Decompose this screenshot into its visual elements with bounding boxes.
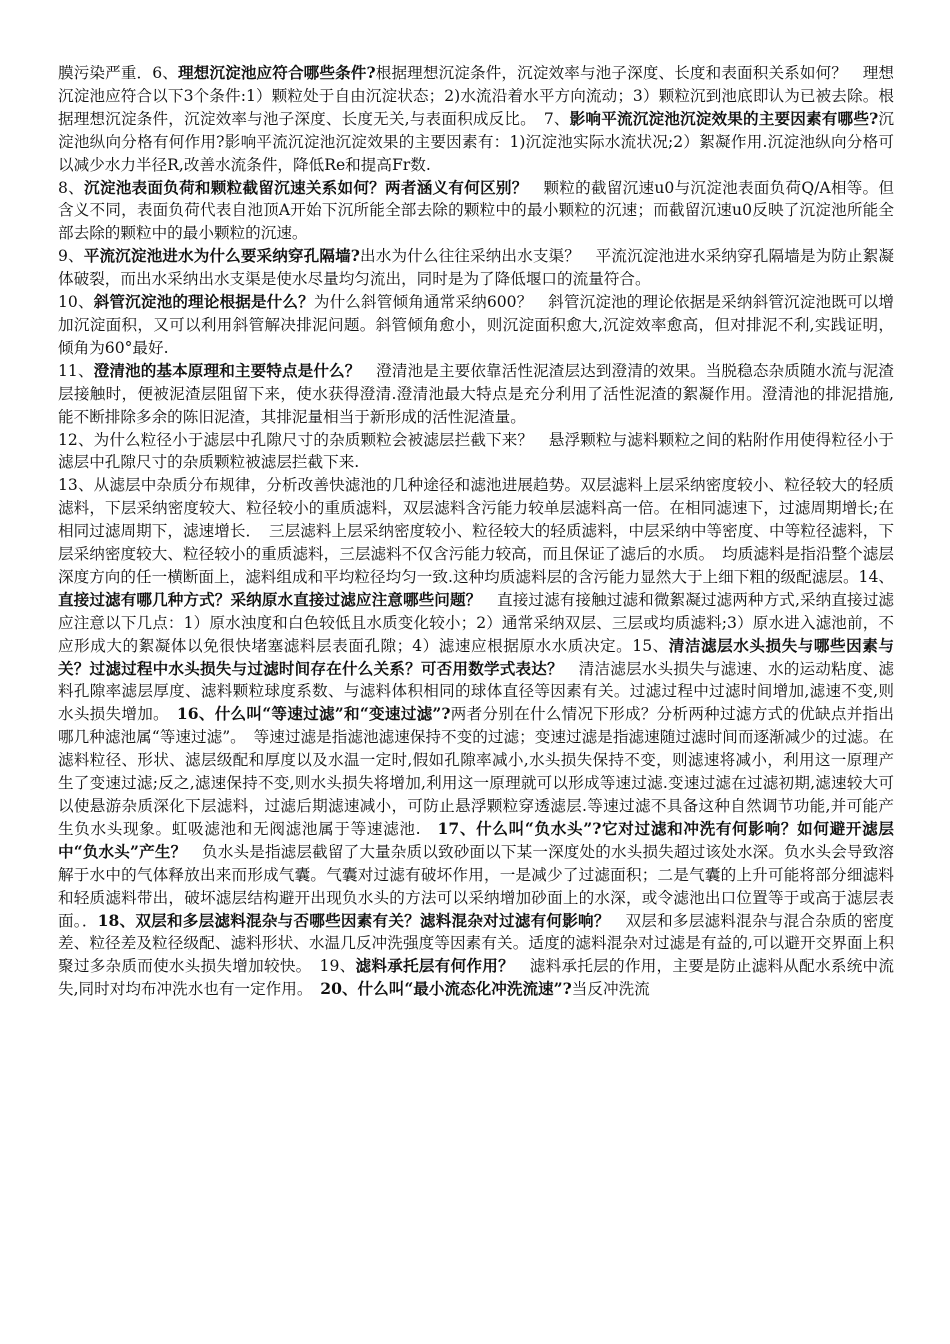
question-heading: 平流沉淀池进水为什么要采纳穿孔隔墙? xyxy=(83,246,360,266)
body-text: 清洁滤层水头损失与滤速、水的运动粘度、滤料孔隙率滤层厚度、滤料颗粒球度系数、与滤料体积相同的球体直径等因素有关。过滤过程中过滤时间增加,滤速不变,则水头损失增加。 xyxy=(58,659,894,724)
question-heading: 直接过滤有哪几种方式？采纳原水直接过滤应注意哪些问题？ xyxy=(58,589,482,609)
question-heading: 16、什么叫“等速过滤”和“变速过滤”? xyxy=(176,704,451,724)
question-heading: 沉淀池表面负荷和颗粒截留沉速关系如何？两者涵义有何区别？ xyxy=(84,177,528,197)
body-text: 10、 xyxy=(58,293,94,312)
body-text: 当反冲洗流 xyxy=(571,980,650,999)
body-text: 颗粒的截留沉速u0与沉淀池表面负荷Q/A相等。但含义不同，表面负荷代表自池顶A开始下沉所能全部去除的颗粒中的最小颗粒的沉速；而截留沉速u0反映了沉淀池所能全部去除的颗粒中的最小颗粒的沉速。 xyxy=(58,178,894,243)
body-text: 两者分别在什么情况下形成？分析两种过滤方式的优缺点并指出哪几种滤池属“等速过滤”。 等速过滤是指滤池滤速保持不变的过滤；变速过滤是指滤速随过滤时间而逐渐减少的过滤。在滤料粒径、形状、滤层级配和厚度以及水温一定时,假如孔隙率减小,水头损失保持不变，则滤速将减小，利用这一原理产生了变速过滤;反之,滤速保持不变,则水头损失将增加,利用这一原理就可以形成等速过滤.变速过滤在过滤初期,滤速较大可以使悬游杂质深化下层滤料，过滤后期滤速减小，可防止悬浮颗粒穿透滤层.等速过滤不具备这种自然调节功能,并可能产生负水头现象。虹吸滤池和无阀滤池属于等速滤池. xyxy=(58,705,894,838)
body-text: 为什么斜管倾角通常采纳600？ 斜管沉淀池的理论依据是采纳斜管沉淀池既可以增加沉淀面积，又可以利用斜管解决排泥问题。斜管倾角愈小，则沉淀面积愈大,沉淀效率愈高，但对排泥不利,实践证明，倾角为60°最好. xyxy=(58,293,894,357)
document-page xyxy=(58,62,894,1001)
body-text: 滤料承托层的作用，主要是防止滤料从配水系统中流失,同时对均布冲洗水也有一定作用。 xyxy=(58,957,894,999)
body-text: 8、 xyxy=(58,178,85,197)
body-text: 13、从滤层中杂质分布规律，分析改善快滤池的几种途径和滤池进展趋势。双层滤料上层采纳密度较小、粒径较大的轻质滤料，下层采纳密度较大、粒径较小的重质滤料，双层滤料含污能力较单层滤料高一倍。在相同滤速下，过滤周期增长;在相同过滤周期下，滤速增长． 三层滤料上层采纳密度较小、粒径较大的轻质滤料，中层采纳中等密度、中等粒径滤料，下层采纳密度较大、粒径较小的重质滤料，三层滤料不仅含污能力较高，而且保证了滤后的水质。 均质滤料是指沿整个滤层深度方向的任一横断面上，滤料组成和平均粒径均匀一致.这种均质滤料层的含污能力显然大于上细下粗的级配滤层。14、 xyxy=(58,476,894,586)
body-text: 根据理想沉淀条件，沉淀效率与池子深度、长度和表面积关系如何？ 理想沉淀池应符合以下3个条件:1）颗粒处于自由沉淀状态；2)水流沿着水平方向流动；3）颗粒沉到池底即认为已被去除。根据理想沉淀条件，沉淀效率与池子深度、长度无关,与表面积成反比。 7、 xyxy=(58,64,894,128)
question-heading: 20、什么叫“最小流态化冲洗流速”? xyxy=(320,979,572,999)
body-text: 直接过滤有接触过滤和微絮凝过滤两种方式,采纳直接过滤应注意以下几点：1）原水浊度和白色较低且水质变化较小；2）通常采纳双层、三层或均质滤料;3）原水进入滤池前，不应形成大的絮凝体以免很快堵塞滤料层表面孔隙；4）滤速应根据原水水质决定。15、 xyxy=(58,590,894,655)
body-text: 澄清池是主要依靠活性泥渣层达到澄清的效果。当脱稳态杂质随水流与泥渣层接触时，便被泥渣层阻留下来，使水获得澄清.澄清池最大特点是充分利用了活性泥渣的絮凝作用。澄清池的排泥措施,能不断排除多余的陈旧泥渣，其排泥量相当于新形成的活性泥渣量。 xyxy=(58,361,894,426)
question-heading: 滤料承托层有何作用？ xyxy=(355,956,514,976)
question-heading: 澄清池的基本原理和主要特点是什么？ xyxy=(93,360,361,380)
paragraph xyxy=(58,474,894,1001)
body-text: 膜污染严重．6、 xyxy=(58,64,178,82)
paragraph xyxy=(58,62,894,177)
body-text: 9、 xyxy=(58,247,84,266)
paragraph xyxy=(58,360,894,429)
body-text: 12、为什么粒径小于滤层中孔隙尺寸的杂质颗粒会被滤层拦截下来？ 悬浮颗粒与滤料颗粒之间的粘附作用使得粒径小于滤层中孔隙尺寸的杂质颗粒被滤层拦截下来. xyxy=(58,430,894,472)
body-text: 出水为什么往往采纳出水支渠？ 平流沉淀池进水采纳穿孔隔墙是为防止絮凝体破裂，而出水采纳出水支渠是使水尽量均匀流出，同时是为了降低堰口的流量符合。 xyxy=(58,247,894,289)
paragraph xyxy=(58,429,894,475)
body-text: 沉淀池纵向分格有何作用?影响平流沉淀池沉淀效果的主要因素有：1)沉淀池实际水流状况;2）絮凝作用.沉淀池纵向分格可以减少水力半径R,改善水流条件，降低Re和提高Fr数. xyxy=(58,109,894,174)
question-heading: 斜管沉淀池的理论根据是什么？ xyxy=(93,292,314,312)
question-heading: 17、什么叫“负水头”?它对过滤和冲洗有何影响？如何避开滤层中“负水头”产生？ xyxy=(58,818,894,861)
paragraph xyxy=(58,245,894,291)
question-heading: 清洁滤层水头损失与哪些因素与关？过滤过程中水头损失与过滤时间存在什么关系？可否用数学式表达？ xyxy=(58,635,894,678)
question-heading: 影响平流沉淀池沉淀效果的主要因素有哪些? xyxy=(569,108,879,128)
body-text: 双层和多层滤料混杂与混合杂质的密度差、粒径差及粒径级配、滤料形状、水温几反冲洗强度等因素有关。适度的滤料混杂对过滤是有益的,可以避开交界面上积聚过多杂质而使水头损失增加较快。 19、 xyxy=(58,911,895,976)
body-text: 负水头是指滤层截留了大量杂质以致砂面以下某一深度处的水头损失超过该处水深。负水头会导致溶解于水中的气体释放出来而形成气囊。气囊对过滤有破坏作用，一是减少了过滤面积；二是气囊的上升可能将部分细滤料和轻质滤料带出，破坏滤层结构避开出现负水头的方法可以采纳增加砂面上的水深，或令滤池出口位置等于或高于滤层表面。． xyxy=(58,842,894,930)
question-heading: 18、双层和多层滤料混杂与否哪些因素有关？滤料混杂对过滤有何影响？ xyxy=(97,910,610,930)
body-text: 11、 xyxy=(58,361,94,380)
paragraph xyxy=(58,291,894,360)
question-heading: 理想沉淀池应符合哪些条件? xyxy=(178,63,376,82)
paragraph xyxy=(58,177,894,246)
